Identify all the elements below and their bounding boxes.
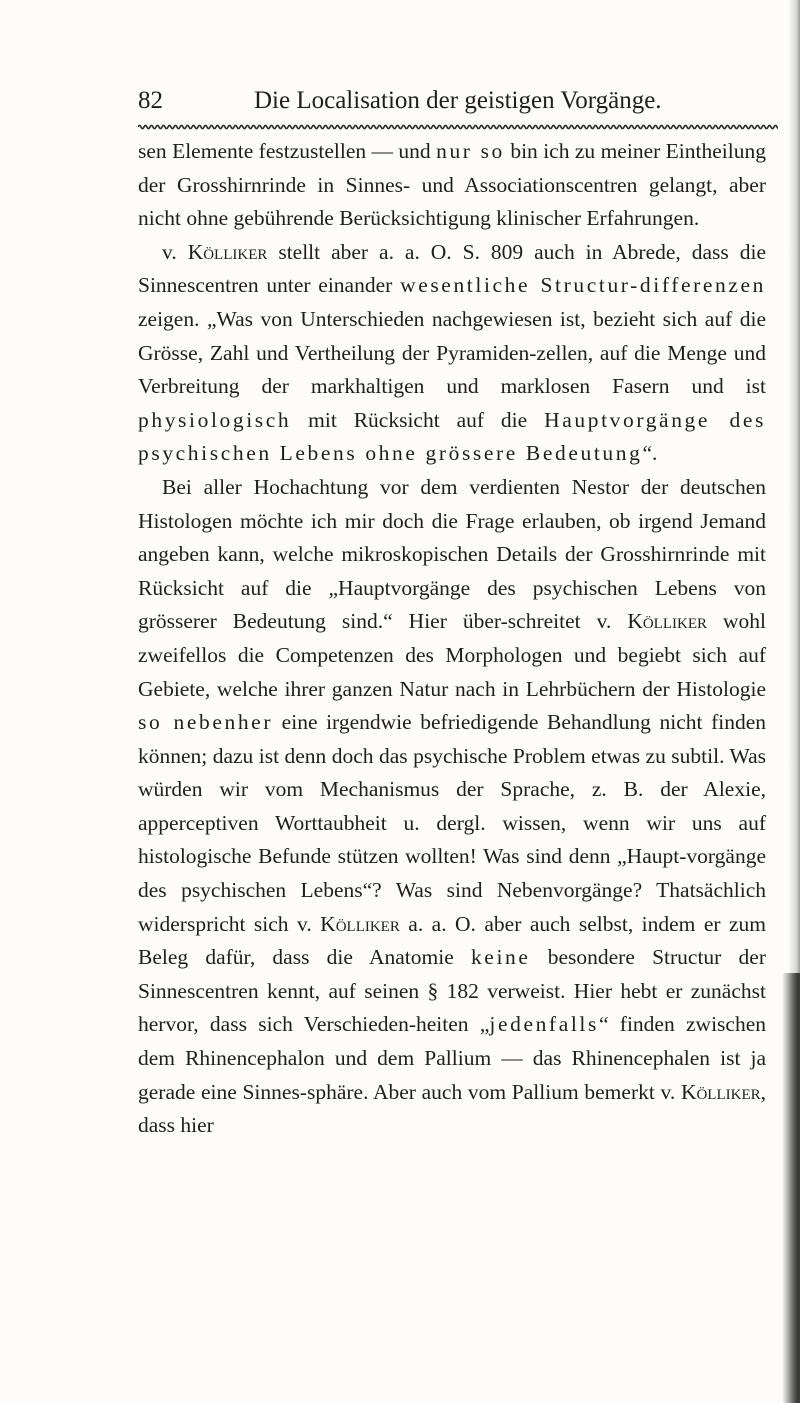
text-run: bin ich zu meiner Eintheilung der Grosshirnrinde in Sinnes- und Associationscentren gelangt, aber nicht ohne gebührende Berücksichtigung klinischer Erfahrungen. — [138, 139, 766, 231]
spaced-emphasis: nur so — [436, 139, 505, 163]
text-run: v. — [162, 239, 188, 264]
spaced-emphasis: jedenfalls — [489, 1012, 599, 1037]
text-run: besondere Structur der Sinnescentren kennt, auf seinen § 182 verweist. Hier hebt er zunächst hervor, dass sich Verschieden-heiten „ — [138, 945, 767, 1037]
text-run: mit Rücksicht auf die — [291, 407, 545, 432]
paragraph — [138, 471, 766, 1143]
text-run: “ finden zwischen dem Rhinencephalon und dem Pallium — das Rhinencephalen ist ja gerade eine Sinnes-sphäre. Aber auch vom Pallium bemerkt v. — [138, 1012, 767, 1104]
text-run: , dass hier — [138, 1079, 766, 1138]
text-run: wohl zweifellos die Competenzen des Morphologen und begiebt sich auf Gebiete, welche ihrer ganzen Natur nach in Lehrbüchern der Histologie — [138, 609, 767, 701]
page-binding-shadow — [782, 973, 800, 1403]
spaced-emphasis: physiologisch — [138, 407, 292, 432]
ornamental-wavy-rule — [138, 123, 778, 131]
paragraph — [138, 236, 766, 471]
page-number: 82 — [138, 87, 163, 114]
text-run: “. — [642, 441, 658, 466]
body-text — [138, 135, 766, 1143]
small-caps-name: Kölliker — [627, 609, 708, 634]
spaced-emphasis: keine — [470, 945, 531, 970]
spaced-emphasis: wesentliche Structur-differenzen — [400, 273, 766, 298]
text-run: Bei aller Hochachtung vor dem verdienten Nestor der deutschen Histologen möchte ich mir doch die Frage erlauben, ob irgend Jemand angeben kann, welche mikroskopischen Details der Grosshirnrinde mit Rücksicht auf die „Hauptvorgänge des psychischen Lebens von grösserer Bedeutung sind.“ Hier über-schreitet v. — [138, 474, 766, 634]
text-run: eine irgendwie befriedigende Behandlung nicht finden können; dazu ist denn doch das psychische Problem etwas zu subtil. Was würden wir vom Mechanismus der Sprache, z. B. der Alexie, apperceptiven Worttaubheit u. dergl. wissen, wenn wir uns auf histologische Befunde stützen wollten! Was sind denn „Haupt-vorgänge des psychischen Lebens“? Was sind Nebenvorgänge? Thatsächlich widerspricht sich v. — [138, 710, 766, 936]
spaced-emphasis: Hauptvorgänge des psychischen Lebens ohne grössere Bedeutung — [138, 407, 766, 466]
paragraph — [138, 135, 766, 236]
text-run: stellt aber a. a. O. S. 809 auch in Abrede, dass die Sinnescentren unter einander — [138, 239, 766, 298]
text-run: a. a. O. aber auch selbst, indem er zum Beleg dafür, dass die Anatomie — [138, 911, 766, 970]
small-caps-name: Kölliker — [320, 911, 400, 936]
running-header — [138, 86, 778, 116]
small-caps-name: Kölliker — [187, 239, 268, 264]
running-title: Die Localisation der geistigen Vorgänge. — [254, 87, 662, 114]
text-run: sen Elemente festzustellen — und — [138, 139, 437, 163]
spaced-emphasis: so nebenher — [138, 710, 274, 735]
text-run: zeigen. „Was von Unterschieden nachgewiesen ist, bezieht sich auf die Grösse, Zahl und Vertheilung der Pyramiden-zellen, auf die Menge und Verbreitung der markhaltigen und marklosen Fasern und ist — [138, 306, 766, 399]
small-caps-name: Kölliker — [680, 1079, 761, 1104]
